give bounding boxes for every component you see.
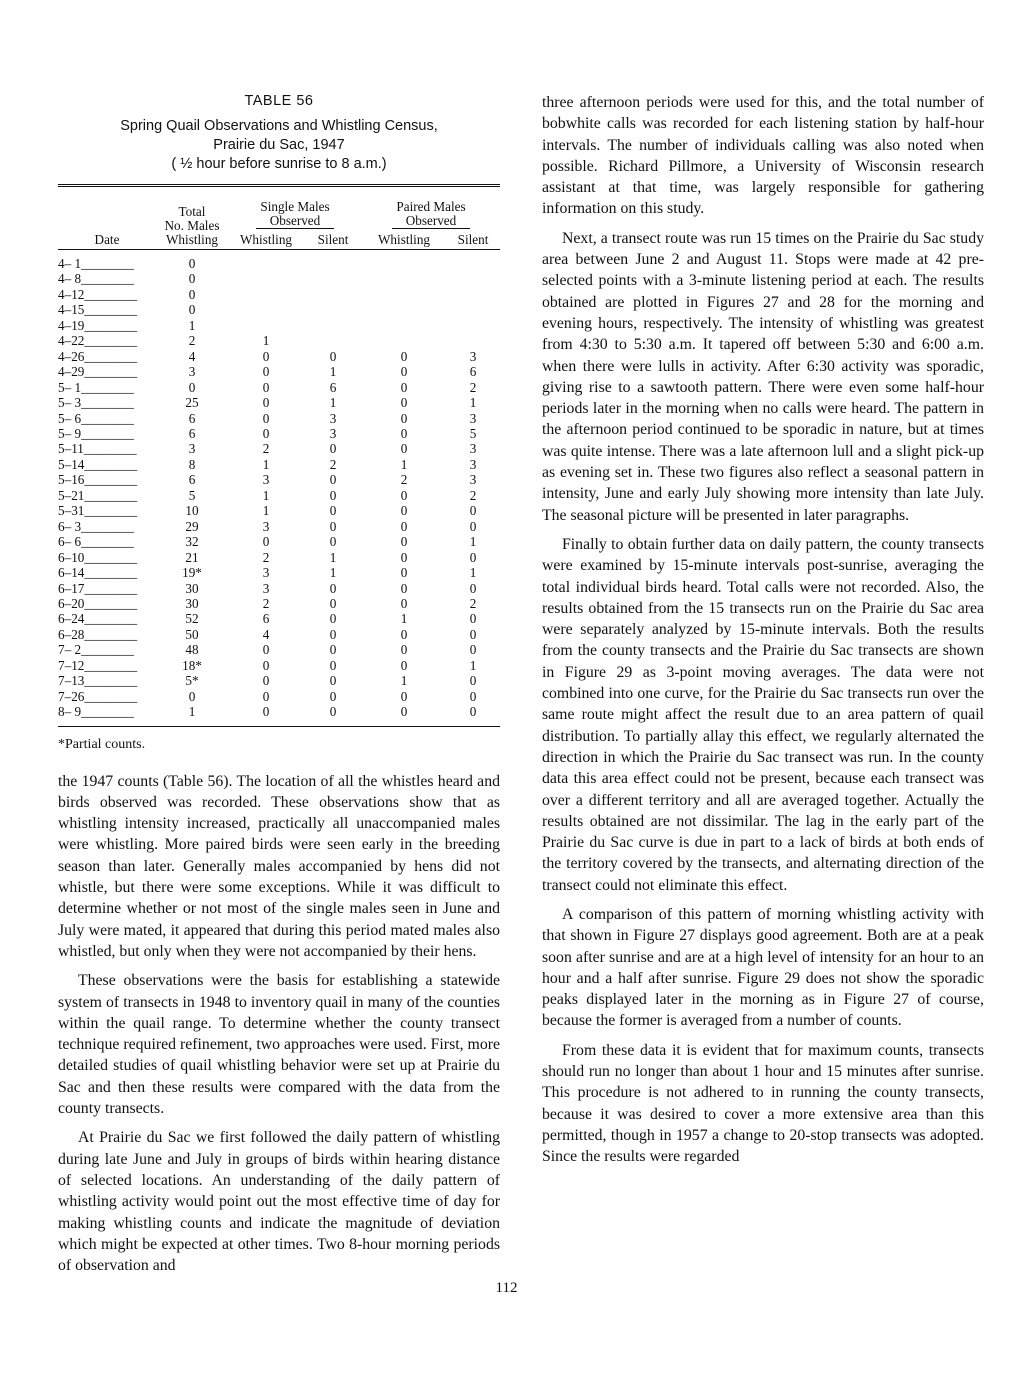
cell-single-whistling <box>228 302 304 317</box>
left-paragraph-3: At Prairie du Sac we first followed the daily pattern of whistling during late June and July in groups of birds within hearing distance of selected locations. An understanding of the daily pattern of whistling activity would point out the most effective time of day for making whistling counts and indicate the magnitude of deviation which might be expected at other times. Two 8-hour morning periods of observation and <box>58 1129 500 1275</box>
table-row <box>58 519 500 534</box>
cell-paired-whistling <box>362 256 446 271</box>
table-caption <box>58 92 500 174</box>
cell-date: 6– 6________ <box>58 534 134 550</box>
header-total-line-3: Whistling <box>165 232 219 247</box>
cell-date: 6–28________ <box>58 626 138 642</box>
cell-total: 21 <box>185 549 199 565</box>
table-row <box>58 581 500 596</box>
cell-paired-silent: 0 <box>469 673 477 689</box>
table-row <box>58 658 500 673</box>
cell-date: 5–31________ <box>58 503 138 519</box>
table-row <box>58 534 500 549</box>
cell-single-silent: 0 <box>329 534 337 550</box>
header-paired-males-group <box>392 200 469 229</box>
cell-single-whistling: 0 <box>262 534 270 550</box>
cell-paired-whistling: 0 <box>400 595 408 611</box>
cell-single-whistling: 0 <box>262 379 270 395</box>
cell-paired-silent: 2 <box>469 595 477 611</box>
table-row <box>58 271 500 286</box>
cell-paired-whistling: 0 <box>400 704 408 720</box>
left-paragraph-1: the 1947 counts (Table 56). The location of all the whistles heard and birds observed was recorded. These observations show that as whistling intensity increased, practically all unaccompanied males were whistling. More paired birds were seen early in the breeding season than later. Generally males accompanied by hens did not whistle, but there were some exceptions. While it was difficult to determine whether or not most of the single males seen in June and July were mated, it appeared that during this period mated males also whistled, but only when they were not accompanied by their hens. <box>58 772 500 960</box>
cell-paired-silent: 3 <box>469 348 477 364</box>
table-row <box>58 411 500 426</box>
cell-single-silent: 0 <box>329 595 337 611</box>
cell-paired-whistling <box>362 271 446 286</box>
cell-date: 4–29________ <box>58 364 138 380</box>
cell-date: 5–16________ <box>58 472 138 488</box>
cell-single-whistling: 1 <box>262 503 270 519</box>
cell-paired-silent: 2 <box>469 487 477 503</box>
table-row <box>58 395 500 410</box>
cell-total: 18* <box>182 657 202 673</box>
cell-total: 6 <box>188 472 196 488</box>
cell-date: 4–19________ <box>58 317 138 333</box>
cell-paired-whistling <box>362 302 446 317</box>
cell-date: 6–17________ <box>58 580 138 596</box>
cell-single-whistling <box>228 256 304 271</box>
cell-paired-silent: 0 <box>469 688 477 704</box>
table-row <box>58 565 500 580</box>
header-paired-silent: Silent <box>457 232 489 247</box>
cell-paired-silent: 0 <box>469 503 477 519</box>
header-paired-line-2: Observed <box>405 212 457 228</box>
cell-date: 4–22________ <box>58 333 138 349</box>
left-column <box>58 92 500 1276</box>
cell-date: 6–20________ <box>58 595 138 611</box>
page-number: 112 <box>495 1280 518 1296</box>
cell-single-whistling: 1 <box>262 456 270 472</box>
cell-paired-whistling: 2 <box>400 472 408 488</box>
cell-paired-silent: 0 <box>469 611 477 627</box>
cell-single-whistling: 3 <box>262 580 270 596</box>
cell-total: 3 <box>188 441 196 457</box>
table-row <box>58 380 500 395</box>
cell-single-whistling: 6 <box>262 611 270 627</box>
cell-paired-whistling: 0 <box>400 487 408 503</box>
cell-date: 7– 2________ <box>58 642 134 658</box>
table-row <box>58 441 500 456</box>
right-paragraph-3: Finally to obtain further data on daily pattern, the county transects were examined by 15-minute intervals post-sunrise, averaging the total individual birds heard. Total calls were not recorded. Also, the results obtained from the 15 transects run on the Prairie du Sac area were separately analyzed by 15-minute intervals. Both the results from the county transects and the Prairie du Sac transects are shown in Figure 29 as 3-point moving averages. The data were not combined into one curve, for the Prairie du Sac transects run over the same route might affect the result due to an area pattern of quail distribution. To partially allay this effect, we regularly alternated the direction in which the Prairie du Sac transect was run. In the county data this area effect could not be present, because each transect was over a different territory and all are averaged together. Actually the results obtained are not dissimilar. The lag in the early part of the Prairie du Sac curve is due in part to a lack of birds at both ends of the territory covered by the transects, and alternating direction of the transect could not eliminate this effect. <box>542 535 984 894</box>
cell-single-whistling: 3 <box>262 518 270 534</box>
cell-single-silent: 0 <box>329 472 337 488</box>
cell-total: 1 <box>188 317 196 333</box>
cell-total: 30 <box>185 595 199 611</box>
table-row <box>58 472 500 487</box>
cell-paired-silent: 1 <box>469 657 477 673</box>
cell-paired-whistling: 0 <box>400 549 408 565</box>
table-row <box>58 287 500 302</box>
cell-date: 6– 3________ <box>58 518 134 534</box>
cell-date: 6–14________ <box>58 565 138 581</box>
right-column <box>542 92 984 1168</box>
table-title-line-1: Spring Quail Observations and Whistling Census, <box>120 118 438 134</box>
header-total-line-2: No. Males <box>164 218 220 233</box>
cell-total: 0 <box>188 256 196 271</box>
header-single-silent: Silent <box>317 232 349 247</box>
right-paragraph-1: three afternoon periods were used for this, and the total number of bobwhite calls was recorded for each listening station by half-hour intervals. The number of individuals calling was also noted when possible. Richard Pillmore, a University of Wisconsin research assistant at that time, was largely responsible for gathering information on this study. <box>542 94 984 218</box>
header-total <box>156 187 228 250</box>
table-row <box>58 704 500 719</box>
header-paired-whistling: Whistling <box>377 232 431 247</box>
cell-single-silent: 0 <box>329 441 337 457</box>
cell-total: 52 <box>185 611 199 627</box>
cell-single-whistling: 1 <box>262 333 270 349</box>
cell-paired-silent: 0 <box>469 580 477 596</box>
header-date: Date <box>94 232 120 247</box>
cell-single-silent <box>304 256 362 271</box>
cell-single-silent <box>304 287 362 302</box>
table-body <box>58 256 500 720</box>
cell-single-whistling: 0 <box>262 642 270 658</box>
table-row <box>58 318 500 333</box>
cell-date: 5–21________ <box>58 487 138 503</box>
cell-total: 6 <box>188 410 196 426</box>
header-single-line-1: Single Males <box>260 198 330 214</box>
cell-single-silent: 0 <box>329 518 337 534</box>
table-row <box>58 333 500 348</box>
cell-paired-silent: 3 <box>469 472 477 488</box>
cell-single-silent: 0 <box>329 657 337 673</box>
cell-single-whistling: 2 <box>262 441 270 457</box>
cell-single-silent <box>304 302 362 317</box>
table-row <box>58 503 500 518</box>
cell-total: 10 <box>185 503 199 519</box>
cell-single-whistling: 0 <box>262 425 270 441</box>
whistling-census-table <box>58 187 500 720</box>
cell-single-silent: 0 <box>329 611 337 627</box>
header-paired-line-1: Paired Males <box>396 198 466 214</box>
cell-paired-silent: 3 <box>469 441 477 457</box>
table-row <box>58 673 500 688</box>
table-row <box>58 256 500 271</box>
cell-total: 0 <box>188 379 196 395</box>
table-row <box>58 689 500 704</box>
cell-single-silent: 0 <box>329 688 337 704</box>
cell-date: 4– 8________ <box>58 271 134 287</box>
cell-date: 4– 1________ <box>58 256 134 271</box>
cell-paired-silent: 1 <box>469 534 477 550</box>
cell-total: 3 <box>188 364 196 380</box>
cell-single-silent: 0 <box>329 673 337 689</box>
cell-single-whistling: 1 <box>262 487 270 503</box>
cell-single-whistling <box>228 287 304 302</box>
table-row <box>58 611 500 626</box>
header-total-line-1: Total <box>178 204 206 219</box>
cell-paired-silent <box>446 271 500 286</box>
cell-single-whistling: 0 <box>262 348 270 364</box>
table-bottom-rule <box>58 726 500 727</box>
cell-paired-silent: 3 <box>469 410 477 426</box>
cell-date: 6–10________ <box>58 549 138 565</box>
table-row <box>58 642 500 657</box>
cell-paired-whistling: 0 <box>400 395 408 411</box>
table-row <box>58 596 500 611</box>
cell-single-silent: 0 <box>329 642 337 658</box>
cell-paired-silent: 0 <box>469 626 477 642</box>
cell-paired-whistling: 0 <box>400 534 408 550</box>
cell-date: 7–13________ <box>58 673 138 689</box>
cell-single-silent <box>304 271 362 286</box>
cell-single-silent: 0 <box>329 580 337 596</box>
table-title-line-3: ( ½ hour before sunrise to 8 a.m.) <box>171 156 387 172</box>
cell-date: 5– 3________ <box>58 395 134 411</box>
cell-single-silent: 0 <box>329 503 337 519</box>
cell-paired-whistling <box>362 287 446 302</box>
cell-paired-silent: 0 <box>469 549 477 565</box>
cell-total: 25 <box>185 395 199 411</box>
cell-paired-silent: 0 <box>469 704 477 720</box>
cell-single-whistling: 0 <box>262 688 270 704</box>
cell-date: 7–26________ <box>58 688 138 704</box>
cell-paired-whistling: 0 <box>400 580 408 596</box>
cell-total: 2 <box>188 333 196 349</box>
cell-single-whistling <box>228 271 304 286</box>
cell-paired-whistling: 0 <box>400 364 408 380</box>
cell-total: 19* <box>182 565 202 581</box>
cell-single-silent: 1 <box>329 364 337 380</box>
cell-total: 30 <box>185 580 199 596</box>
cell-total: 6 <box>188 425 196 441</box>
cell-date: 4–12________ <box>58 286 138 302</box>
right-paragraph-4: A comparison of this pattern of morning whistling activity with that shown in Figure 27 displays good agreement. Both are at a peak soon after sunrise and are at a high level of intensity for an hour to an hour and a half after sunrise. Figure 29 does not show the sporadic peaks displayed later in the morning as in Figure 27 of course, because the former is averaged from a number of counts. <box>542 905 984 1030</box>
cell-paired-whistling: 1 <box>400 611 408 627</box>
cell-date: 5–14________ <box>58 456 138 472</box>
right-paragraph-2: Next, a transect route was run 15 times on the Prairie du Sac study area between June 2 and August 11. Stops were made at 42 pre-selected points with a 3-minute listening period at each. The results obtained are plotted in Figures 27 and 28 for the morning and evening hours, respectively. The intensity of whistling was greatest from 4:30 to 5:30 a.m. It tapered off between 5:30 and 6:00 a.m. when there were lulls in activity. After 6:30 activity was sporadic, giving rise to a sawtooth pattern. There were even some half-hour periods later in the morning when no calls were heard. The pattern in the afternoon period continued to be sporadic in nature, but at times was quite intense. There was a late afternoon lull and a slight pick-up as evening set in. These two figures also reflect a seasonal pattern in intensity, June and early July showing more intensity than late July. The seasonal picture will be presented in later paragraphs. <box>542 229 984 524</box>
cell-total: 5 <box>188 487 196 503</box>
cell-single-whistling: 0 <box>262 657 270 673</box>
cell-paired-whistling: 0 <box>400 565 408 581</box>
cell-paired-silent: 1 <box>469 565 477 581</box>
cell-single-silent: 0 <box>329 487 337 503</box>
cell-paired-whistling: 0 <box>400 642 408 658</box>
cell-date: 5– 9________ <box>58 425 134 441</box>
cell-paired-whistling <box>362 333 446 348</box>
cell-paired-silent: 0 <box>469 518 477 534</box>
cell-paired-whistling: 0 <box>400 441 408 457</box>
table-row <box>58 302 500 317</box>
cell-date: 4–15________ <box>58 302 138 318</box>
left-paragraph-2: These observations were the basis for establishing a statewide system of transects in 1948 to inventory quail in many of the counties within the quail range. To determine whether the county transect technique required refinement, two approaches were used. First, more detailed studies of quail whistling behavior were set up at Prairie du Sac and then these results were compared with the data from the county transects. <box>58 972 500 1118</box>
cell-single-whistling: 2 <box>262 549 270 565</box>
cell-paired-silent <box>446 302 500 317</box>
cell-single-whistling: 0 <box>262 364 270 380</box>
table-title-line-2: Prairie du Sac, 1947 <box>213 137 345 153</box>
cell-paired-silent: 5 <box>469 425 477 441</box>
header-single-males-group <box>256 200 333 229</box>
header-single-males <box>228 187 362 229</box>
cell-single-whistling: 0 <box>262 673 270 689</box>
cell-single-whistling: 0 <box>262 395 270 411</box>
cell-total: 29 <box>185 518 199 534</box>
cell-total: 1 <box>188 704 196 720</box>
cell-paired-whistling: 0 <box>400 410 408 426</box>
cell-paired-silent: 6 <box>469 364 477 380</box>
cell-paired-silent <box>446 287 500 302</box>
cell-total: 0 <box>188 302 196 318</box>
cell-total: 32 <box>185 534 199 550</box>
cell-paired-silent <box>446 333 500 348</box>
cell-paired-whistling: 0 <box>400 425 408 441</box>
cell-total: 48 <box>185 642 199 658</box>
cell-paired-whistling: 1 <box>400 673 408 689</box>
cell-paired-silent: 0 <box>469 642 477 658</box>
table-row <box>58 349 500 364</box>
cell-paired-silent <box>446 318 500 333</box>
cell-single-silent: 0 <box>329 626 337 642</box>
cell-single-silent: 3 <box>329 410 337 426</box>
cell-single-silent: 0 <box>329 704 337 720</box>
cell-date: 4–26________ <box>58 348 138 364</box>
table-row <box>58 488 500 503</box>
cell-single-silent: 1 <box>329 395 337 411</box>
cell-paired-whistling <box>362 318 446 333</box>
cell-paired-whistling: 0 <box>400 657 408 673</box>
right-paragraph-5: From these data it is evident that for maximum counts, transects should run no longer than about 1 hour and 15 minutes after sunrise. This procedure is not adhered to in running the county transects, because it was desired to cover a more extensive area than this permitted, though in 1957 a change to 20-stop transects was adopted. Since the results were regarded <box>542 1041 984 1166</box>
cell-paired-whistling: 0 <box>400 379 408 395</box>
cell-single-silent <box>304 318 362 333</box>
cell-paired-whistling: 0 <box>400 518 408 534</box>
cell-paired-silent: 1 <box>469 395 477 411</box>
cell-paired-silent: 2 <box>469 379 477 395</box>
cell-total: 50 <box>185 626 199 642</box>
cell-date: 6–24________ <box>58 611 138 627</box>
cell-date: 7–12________ <box>58 657 138 673</box>
cell-date: 5– 6________ <box>58 410 134 426</box>
cell-paired-whistling: 0 <box>400 626 408 642</box>
header-paired-males <box>362 187 500 229</box>
table-row <box>58 457 500 472</box>
cell-single-whistling: 0 <box>262 704 270 720</box>
cell-single-silent <box>304 333 362 348</box>
cell-single-silent: 1 <box>329 549 337 565</box>
cell-paired-whistling: 0 <box>400 348 408 364</box>
cell-single-silent: 1 <box>329 565 337 581</box>
cell-total: 0 <box>188 688 196 704</box>
cell-single-whistling: 3 <box>262 472 270 488</box>
cell-single-whistling: 3 <box>262 565 270 581</box>
cell-single-whistling: 0 <box>262 410 270 426</box>
cell-single-whistling: 2 <box>262 595 270 611</box>
cell-total: 4 <box>188 348 196 364</box>
cell-single-silent: 2 <box>329 456 337 472</box>
header-single-whistling: Whistling <box>239 232 293 247</box>
cell-date: 5–11________ <box>58 441 137 457</box>
header-single-line-2: Observed <box>269 212 321 228</box>
table-row <box>58 550 500 565</box>
cell-paired-whistling: 0 <box>400 688 408 704</box>
cell-total: 0 <box>188 286 196 302</box>
cell-paired-silent <box>446 256 500 271</box>
cell-total: 8 <box>188 456 196 472</box>
cell-date: 5– 1________ <box>58 379 134 395</box>
cell-single-silent: 6 <box>329 379 337 395</box>
cell-paired-whistling: 1 <box>400 456 408 472</box>
cell-single-whistling <box>228 318 304 333</box>
cell-date: 8– 9________ <box>58 704 134 720</box>
cell-total: 5* <box>185 673 199 689</box>
cell-total: 0 <box>188 271 196 287</box>
table-footnote: *Partial counts. <box>58 736 146 752</box>
table-row <box>58 426 500 441</box>
table-number: TABLE 56 <box>244 93 314 109</box>
cell-single-silent: 3 <box>329 425 337 441</box>
cell-single-whistling: 4 <box>262 626 270 642</box>
cell-paired-whistling: 0 <box>400 503 408 519</box>
table-row <box>58 364 500 379</box>
cell-paired-silent: 3 <box>469 456 477 472</box>
table-row <box>58 627 500 642</box>
cell-single-silent: 0 <box>329 348 337 364</box>
